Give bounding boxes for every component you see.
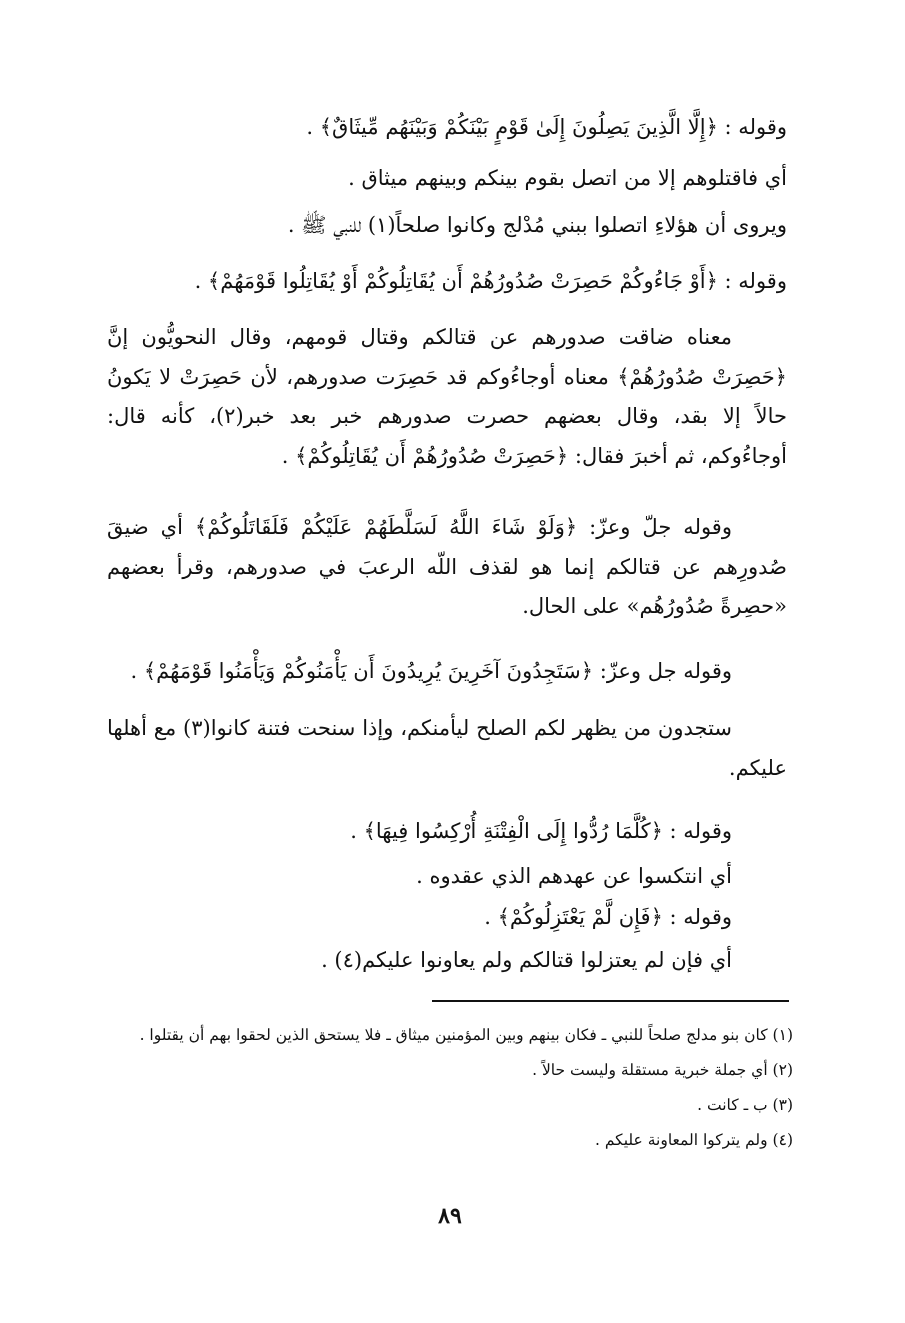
text-line-explanation-5: أي فإن لم يعتزلوا قتالكم ولم يعاونوا عليكم(٤) .	[321, 948, 732, 972]
paragraph-commentary-3: ستجدون من يظهر لكم الصلح ليأمنكم، وإذا سنحت فتنة كانوا(٣) مع أهلها عليكم.	[107, 716, 787, 780]
page-number: ٨٩	[438, 1203, 462, 1229]
text-line-verse-1: وقوله : ﴿إِلَّا الَّذِينَ يَصِلُونَ إِلَىٰ قَوْمٍ بَيْنَكُمْ وَبَيْنَهُم مِّيثَاقٌ﴾ .	[306, 115, 787, 139]
text-line-narration: ويروى أن هؤلاءِ اتصلوا ببني مُدْلج وكانوا صلحاً(١) للنبي ﷺ .	[287, 213, 787, 237]
paragraph-verse-3: وقوله جل وعزّ: ﴿سَتَجِدُونَ آخَرِينَ يُرِيدُونَ أَن يَأْمَنُوكُمْ وَيَأْمَنُوا قَوْمَهُمْ﴾ .	[130, 659, 732, 683]
paragraph-commentary-1: معناه ضاقت صدورهم عن قتالكم وقتال قومهم، وقال النحويُّون إنَّ ﴿حَصِرَتْ صُدُورُهُمْ﴾ معناه أوجاءُوكم قد حَصِرَت صدورهم، لأن حَصِرَتْ لا يَكونُ حالاً إلا بقد، وقال بعضهم حصرت صدورهم خبر بعد خبر(٢)، كأنه قال: أوجاءُوكم، ثم أخبرَ فقال: ﴿حَصِرَتْ صُدُورُهُمْ أَن يُقَاتِلُوكُمْ﴾ .	[107, 325, 787, 468]
footnote-divider	[432, 1000, 789, 1002]
text-line-explanation-1: أي فاقتلوهم إلا من اتصل بقوم بينكم وبينهم ميثاق .	[348, 166, 787, 190]
footnote-2: (٢) أي جملة خبرية مستقلة وليست حالاً .	[532, 1061, 793, 1079]
footnote-1: (١) كان بنو مدلج صلحاً للنبي ـ فكان بينهم وبين المؤمنين ميثاق ـ فلا يستحق الذين لحقوا بهم أن يقتلوا .	[139, 1026, 793, 1044]
text-line-verse-4: وقوله : ﴿كُلَّمَا رُدُّوا إِلَى الْفِتْنَةِ أُرْكِسُوا فِيهَا﴾ .	[350, 819, 732, 843]
footnote-3: (٣) ب ـ كانت .	[697, 1096, 793, 1114]
text-line-verse-5: وقوله : ﴿فَإِن لَّمْ يَعْتَزِلُوكُمْ﴾ .	[484, 905, 732, 929]
footnote-4: (٤) ولم يتركوا المعاونة عليكم .	[595, 1131, 793, 1149]
text-line-verse-2: وقوله : ﴿أَوْ جَاءُوكُمْ حَصِرَتْ صُدُورُهُمْ أَن يُقَاتِلُوكُمْ أَوْ يُقَاتِلُوا قَوْمَهُمْ﴾ .	[194, 269, 787, 293]
paragraph-commentary-2: وقوله جلّ وعزّ: ﴿وَلَوْ شَاءَ اللَّهُ لَسَلَّطَهُمْ عَلَيْكُمْ فَلَقَاتَلُوكُمْ﴾ أي ضيقَ صُدورِهم عن قتالكم إنما هو لقذف اللّه الرعبَ في صدورهم، وقرأ بعضهم «حصِرةً صُدُورُهُم» على الحال.	[107, 515, 787, 618]
text-line-explanation-4: أي انتكسوا عن عهدهم الذي عقدوه .	[416, 864, 732, 888]
